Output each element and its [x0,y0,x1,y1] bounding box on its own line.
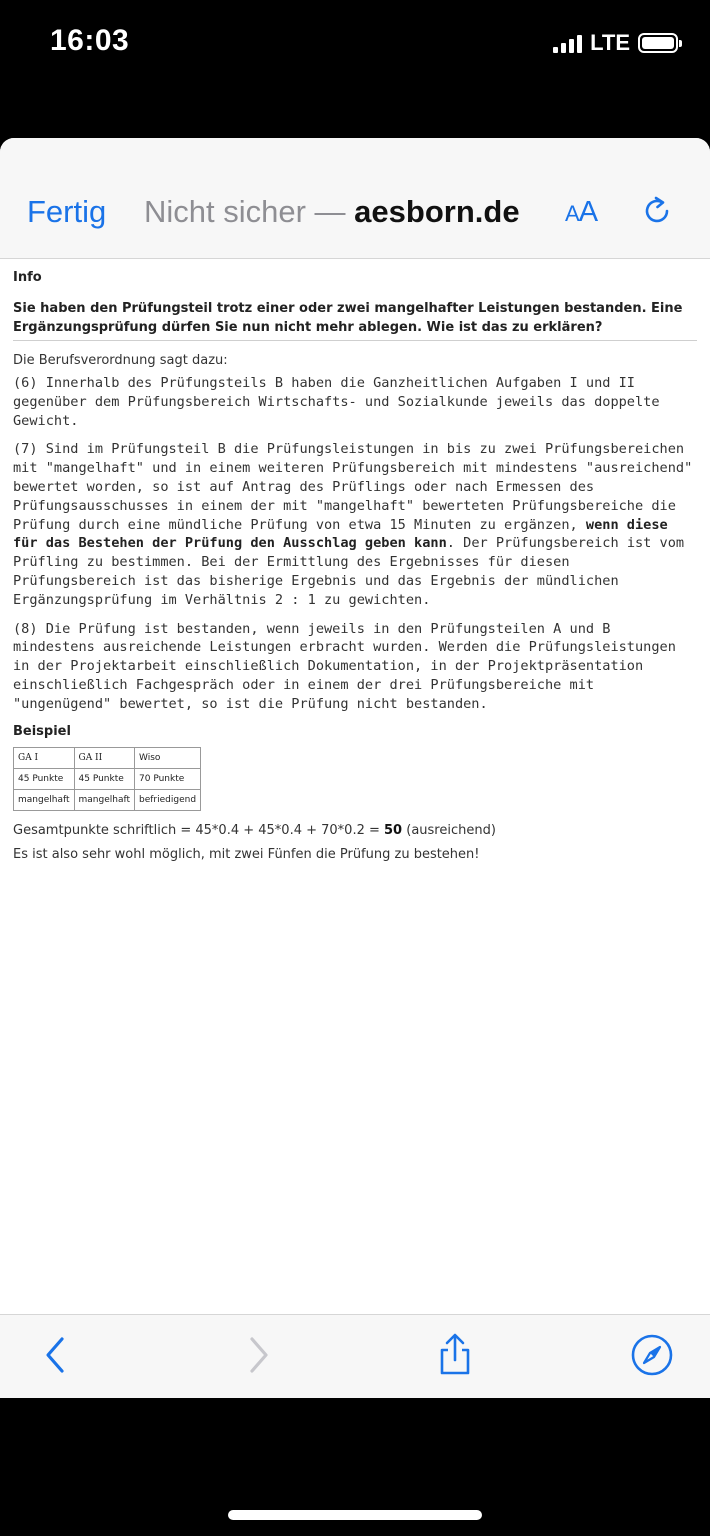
intro-text: Die Berufsverordnung sagt dazu: [13,353,228,368]
browser-toolbar [0,1314,710,1398]
paragraph-7 [13,440,697,609]
formula-result: 50 [384,822,403,838]
paragraph-7-part-b: . Der Prüfungsbereich ist vom Prüfling zu bestimmen. Bei der Ermittlung des Ergebnisses für diesen Prüfungsbereich ist das bisherige Ergebnis und das Ergebnis der mündlichen Ergänzungsprüfung im Verhältnis 2 : 1 zu gewichten. [13,535,685,608]
question-text: Sie haben den Prüfungsteil trotz einer oder zwei mangelhafter Leistungen bestanden. Eine Ergänzungsprüfung dürfen Sie nun nicht mehr ablegen. Wie ist das zu erklären? [13,299,697,341]
text-size-large-label: A [578,196,598,228]
example-table [13,747,201,811]
url-domain: aesborn.de [354,194,520,229]
browser-sheet [0,138,710,1398]
compass-icon[interactable] [630,1333,674,1377]
share-icon[interactable] [433,1333,477,1377]
done-button[interactable]: Fertig [27,194,107,229]
status-bar [0,0,710,90]
url-security-label: Nicht sicher — [144,194,355,229]
status-indicators [553,30,678,56]
back-icon[interactable] [34,1333,78,1377]
paragraph-7-emphasis: wenn diese für das Bestehen der Prüfung den Ausschlag geben kann [13,516,668,552]
network-type: LTE [590,30,630,55]
conclusion-text: Es ist also sehr wohl möglich, mit zwei Fünfen die Prüfung zu bestehen! [13,846,480,862]
reload-icon[interactable] [640,194,674,228]
status-time: 16:03 [50,24,130,57]
table-row [14,768,201,789]
table-cell: GA II [74,747,135,768]
table-cell: Wiso [135,747,201,768]
table-row [14,747,201,768]
battery-icon [638,33,678,53]
formula-suffix: (ausreichend) [402,822,496,838]
info-heading: Info [13,270,42,285]
table-cell: befriedigend [135,789,201,810]
home-indicator[interactable] [228,1510,482,1520]
table-cell: 45 Punkte [14,768,75,789]
paragraph-8: (8) Die Prüfung ist bestanden, wenn jeweils in den Prüfungsteilen A und B mindestens ausreichende Leistungen erbracht wurden. Werden die Prüfungsleistungen in der Projektarbeit einschließlich Dokumentation, in der Projektpräsentation einschließlich Fachgespräch oder in einem der drei Prüfungsbereiche mit "ungenügend" bewertet, so ist die Prüfung nicht bestanden. [13,620,676,712]
table-cell: 45 Punkte [74,768,135,789]
formula-prefix: Gesamtpunkte schriftlich = 45*0.4 + 45*0.4 + 70*0.2 = [13,822,385,838]
table-cell: mangelhaft [74,789,135,810]
text-size-small-label: A [565,201,579,226]
table-cell: GA I [14,747,75,768]
paragraph-6: (6) Innerhalb des Prüfungsteils B haben die Ganzheitlichen Aufgaben I und II gegenüber dem Prüfungsbereich Wirtschafts- und Sozialkunde jeweils das doppelte Gewicht. [13,375,660,429]
text-size-button[interactable] [565,196,597,229]
signal-strength-icon [553,33,582,53]
browser-header [0,138,710,259]
url-display[interactable] [144,194,520,230]
page-content [13,270,697,862]
table-cell: mangelhaft [14,789,75,810]
table-row [14,789,201,810]
paragraph-7-part-a: (7) Sind im Prüfungsteil B die Prüfungsleistungen in bis zu zwei Prüfungsbereichen mit "mangelhaft" und in einem weiteren Prüfungsbereich mit mindestens "ausreichend" bewertet worden, so ist auf Antrag des Prüflings oder nach Ermessen des Prüfungsausschusses in einem der mit "mangelhaft" bewerteten Prüfungsbereiche die Prüfung durch eine mündliche Prüfung von etwa 15 Minuten zu ergänzen, [13,441,693,533]
example-heading: Beispiel [13,723,71,739]
formula-text [13,823,697,838]
table-cell: 70 Punkte [135,768,201,789]
forward-icon[interactable] [236,1333,280,1377]
